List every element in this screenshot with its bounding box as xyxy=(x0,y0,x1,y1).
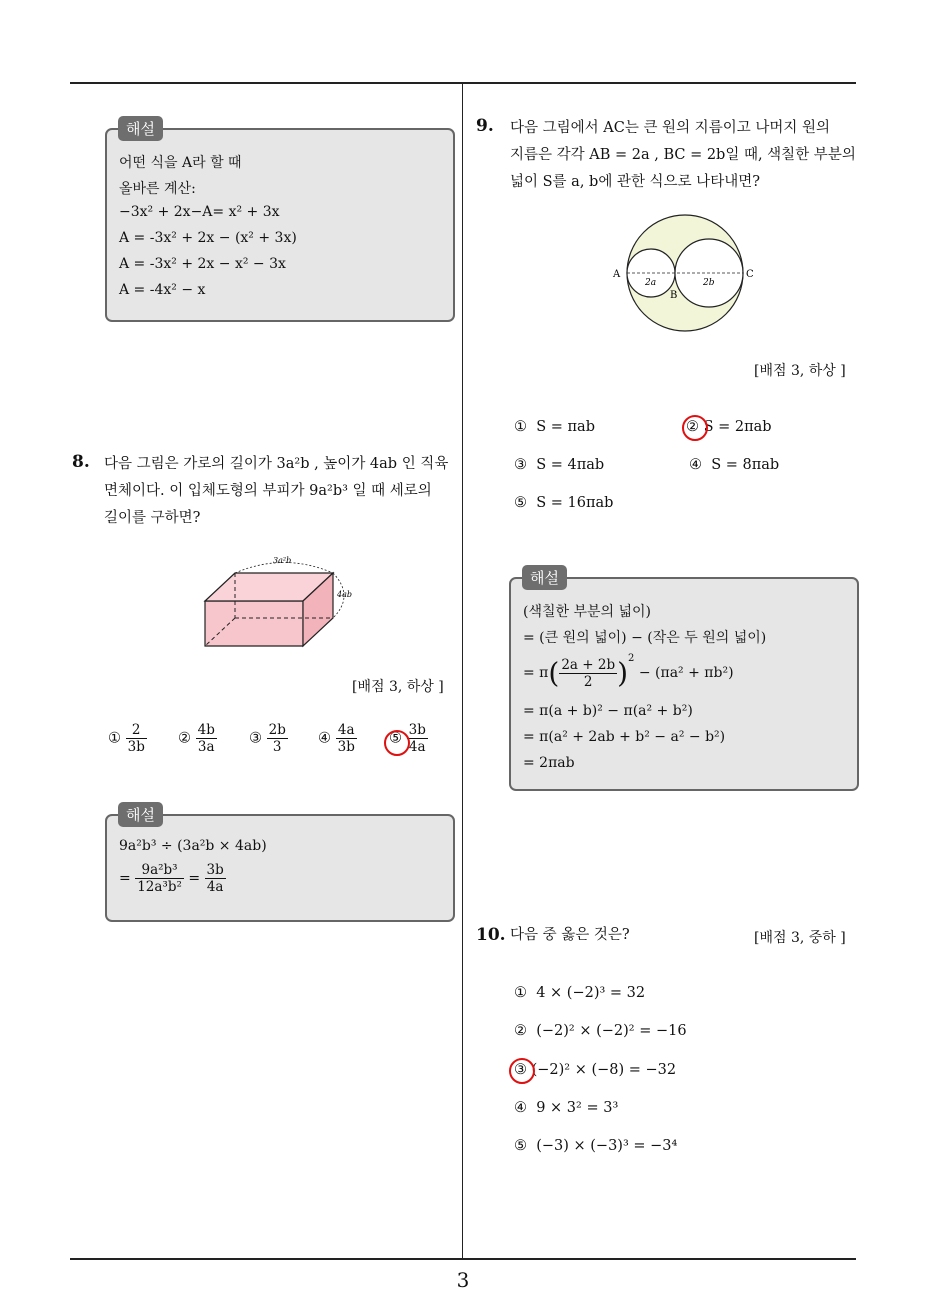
circles-figure xyxy=(605,210,765,345)
q8-option-4-den: 3b xyxy=(337,739,355,755)
sol9-frac-num: 2a + 2b xyxy=(561,656,616,673)
q10-meta: [배점 3, 중하 ] xyxy=(754,930,846,946)
solution-tag-9: 해설 xyxy=(522,565,567,590)
sol7-line-6: A = -4x² − x xyxy=(119,282,206,298)
sol9-paren-close: ) xyxy=(617,656,629,690)
sol9-line-4: = π(a + b)² − π(a² + b²) xyxy=(523,703,693,719)
q10-option-5-text: (−3) × (−3)³ = −3⁴ xyxy=(536,1138,678,1154)
q8-option-4-frac xyxy=(336,722,357,755)
q8-option-1[interactable] xyxy=(108,722,147,755)
cuboid-label-length: 3a²b xyxy=(273,556,292,565)
sol7-line-1: 어떤 식을 A라 할 때 xyxy=(119,155,242,171)
q9-option-1-text: S = πab xyxy=(536,419,595,435)
sol9-line-5: = π(a² + 2ab + b² − a² − b²) xyxy=(523,729,726,745)
q10-answer-circle xyxy=(509,1058,535,1084)
sol7-line-5: A = -3x² + 2x − x² − 3x xyxy=(119,256,286,272)
q9-option-5-text: S = 16πab xyxy=(536,495,614,511)
q10-option-4[interactable] xyxy=(514,1100,618,1116)
sol9-l3-pre: = π xyxy=(523,665,549,681)
page-number: 3 xyxy=(456,1268,470,1292)
q9-text-line-2: 지름은 각각 AB = 2a , BC = 2b일 때, 색칠한 부분의 xyxy=(510,147,856,163)
q8-option-3-frac xyxy=(267,722,288,755)
sol8-frac-1-num: 9a²b³ xyxy=(135,862,184,879)
sol9-line-1: (색칠한 부분의 넓이) xyxy=(523,604,652,620)
q9-option-2-text: S = 2πab xyxy=(703,419,772,435)
sol8-frac-2-den: 4a xyxy=(206,879,224,895)
bottom-rule xyxy=(70,1258,856,1260)
question-10-number: 10. xyxy=(476,925,506,945)
label-A: A xyxy=(613,269,621,280)
column-divider xyxy=(462,84,463,1260)
sol8-frac-2-num: 3b xyxy=(206,862,224,878)
sol8-eq-2: = xyxy=(188,870,201,887)
q8-option-2-den: 3a xyxy=(197,739,215,755)
q8-answer-circle xyxy=(384,730,410,756)
question-8-text xyxy=(104,451,454,532)
label-B: B xyxy=(670,290,678,301)
q9-option-1[interactable] xyxy=(514,419,595,435)
q8-text-line-3: 길이를 구하면? xyxy=(104,510,201,526)
q8-option-3-mark: ③ xyxy=(249,730,262,747)
sol7-line-4: A = -3x² + 2x − (x² + 3x) xyxy=(119,230,297,246)
sol9-line-2: = (큰 원의 넓이) − (작은 두 원의 넓이) xyxy=(523,630,767,646)
q9-text-line-3: 넓이 S를 a, b에 관한 식으로 나타내면? xyxy=(510,174,760,190)
q8-option-5-num: 3b xyxy=(408,722,426,738)
q8-option-2-mark: ② xyxy=(178,730,191,747)
label-C: C xyxy=(746,269,754,280)
q10-option-4-mark: ④ xyxy=(514,1100,527,1116)
q10-option-1[interactable] xyxy=(514,985,645,1001)
q10-option-3-mark: ③ xyxy=(514,1062,527,1078)
q8-option-5-frac xyxy=(407,722,428,755)
q9-option-2-mark: ② xyxy=(686,419,699,435)
q8-option-3-num: 2b xyxy=(268,722,286,738)
sol9-line-3 xyxy=(523,653,734,690)
sol8-frac-2 xyxy=(205,862,226,895)
q10-option-2-mark: ② xyxy=(514,1023,527,1039)
sol9-exp: 2 xyxy=(628,653,635,664)
q10-option-5-mark: ⑤ xyxy=(514,1138,527,1154)
q8-option-2[interactable] xyxy=(178,722,217,755)
q10-option-3-text: (−2)² × (−8) = −32 xyxy=(531,1062,677,1078)
q9-meta: [배점 3, 하상 ] xyxy=(754,363,846,379)
q9-option-4-mark: ④ xyxy=(689,457,702,473)
sol9-line-6: = 2πab xyxy=(523,755,575,771)
sol9-frac-den: 2 xyxy=(583,673,593,690)
q8-option-4-num: 4a xyxy=(336,722,357,739)
question-8-number: 8. xyxy=(72,452,90,472)
q9-option-3-text: S = 4πab xyxy=(536,457,605,473)
q9-text-line-1: 다음 그림에서 AC는 큰 원의 지름이고 나머지 원의 xyxy=(510,120,830,136)
q10-option-5[interactable] xyxy=(514,1138,677,1154)
sol9-frac xyxy=(559,657,617,690)
q10-option-3[interactable] xyxy=(514,1062,676,1078)
q9-option-4-text: S = 8πab xyxy=(711,457,780,473)
q8-option-1-num: 2 xyxy=(126,722,147,739)
q9-option-1-mark: ① xyxy=(514,419,527,435)
solution-box-8 xyxy=(105,814,455,922)
sol8-eq: = xyxy=(119,870,131,887)
question-9-text xyxy=(510,115,860,196)
sol9-l3-post: − (πa² + πb²) xyxy=(638,665,734,681)
q8-meta: [배점 3, 하상 ] xyxy=(352,679,444,695)
q8-option-2-frac xyxy=(196,722,217,755)
q8-option-1-den: 3b xyxy=(127,739,145,755)
sol8-frac-1-den: 12a³b² xyxy=(137,879,182,895)
question-9-number: 9. xyxy=(476,116,494,136)
q8-option-1-mark: ① xyxy=(108,730,121,747)
sol9-paren-open: ( xyxy=(548,656,560,690)
q10-option-2[interactable] xyxy=(514,1023,687,1039)
cuboid-figure xyxy=(195,548,365,653)
q8-option-2-num: 4b xyxy=(197,722,215,738)
label-2a: 2a xyxy=(645,278,657,288)
sol7-line-3: −3x² + 2x−A= x² + 3x xyxy=(119,204,280,220)
q9-option-5-mark: ⑤ xyxy=(514,495,527,511)
q8-option-1-frac xyxy=(126,722,147,755)
solution-tag-7: 해설 xyxy=(118,116,163,141)
sol8-frac-1 xyxy=(135,862,184,895)
q8-option-3[interactable] xyxy=(249,722,288,755)
question-10-text: 다음 중 옳은 것은? xyxy=(510,927,630,943)
q9-option-3-mark: ③ xyxy=(514,457,527,473)
q8-option-4-mark: ④ xyxy=(318,730,331,747)
label-2b: 2b xyxy=(703,278,715,288)
q9-answer-circle xyxy=(682,415,708,441)
q10-option-1-text: 4 × (−2)³ = 32 xyxy=(536,985,646,1001)
q9-option-3[interactable] xyxy=(514,457,604,473)
q8-option-5-den: 4a xyxy=(408,739,426,755)
q10-option-4-text: 9 × 3² = 3³ xyxy=(536,1100,619,1116)
sol7-line-2: 올바른 계산: xyxy=(119,181,196,197)
q9-option-5[interactable] xyxy=(514,495,613,511)
q8-option-5-mark: ⑤ xyxy=(389,730,402,747)
top-rule xyxy=(70,82,856,84)
solution-box-7 xyxy=(105,128,455,322)
q10-option-2-text: (−2)² × (−2)² = −16 xyxy=(536,1023,687,1039)
q10-option-1-mark: ① xyxy=(514,985,527,1001)
solution-box-9 xyxy=(509,577,859,791)
q8-text-line-2: 면체이다. 이 입체도형의 부피가 9a²b³ 일 때 세로의 xyxy=(104,483,432,499)
q9-option-4[interactable] xyxy=(689,457,779,473)
sol8-line-1: 9a²b³ ÷ (3a²b × 4ab) xyxy=(119,838,267,854)
q8-option-4[interactable] xyxy=(318,722,357,755)
sol8-line-2 xyxy=(119,862,226,895)
q8-option-3-den: 3 xyxy=(272,739,282,755)
q8-text-line-1: 다음 그림은 가로의 길이가 3a²b , 높이가 4ab 인 직육 xyxy=(104,456,449,472)
cuboid-label-height: 4ab xyxy=(337,590,352,599)
solution-tag-8: 해설 xyxy=(118,802,163,827)
